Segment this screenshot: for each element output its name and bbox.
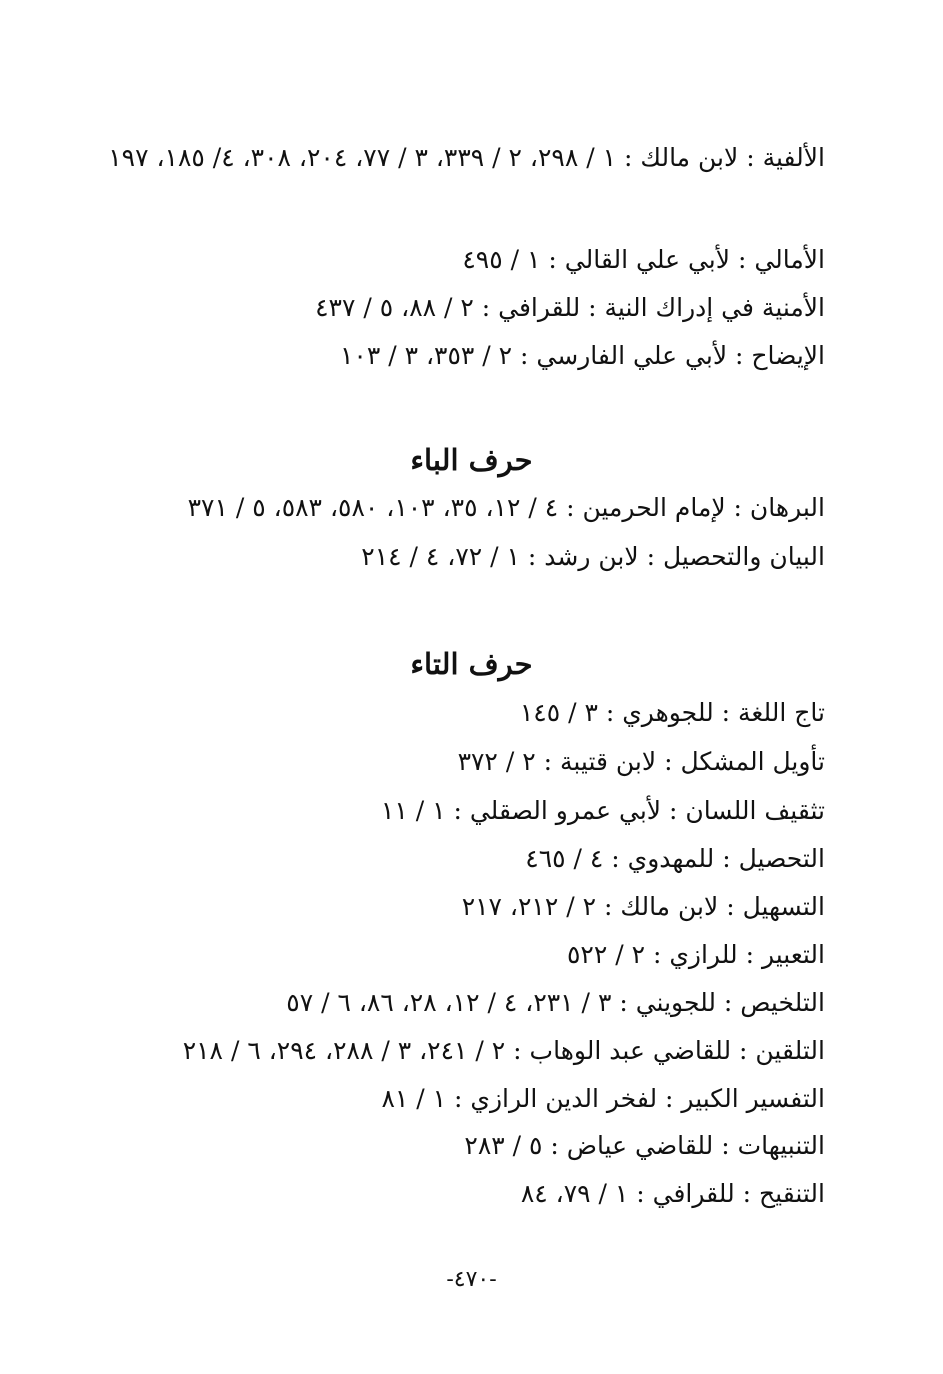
index-entry-tabir: التعبير : للرازي : ٢ / ٥٢٢ [566, 940, 825, 969]
section-heading-ta: حرف التاء [410, 647, 533, 681]
index-entry-tanbihat: التنبيهات : للقاضي عياض : ٥ / ٢٨٣ [464, 1131, 825, 1160]
index-entry-idah: الإيضاح : لأبي علي الفارسي : ٢ / ٣٥٣، ٣ / ١٠٣ [339, 341, 825, 370]
index-entry-umniyya: الأمنية في إدراك النية : للقرافي : ٢ / ٨٨، ٥ / ٤٣٧ [315, 293, 825, 322]
index-entry-taj-al-lugha: تاج اللغة : للجوهري : ٣ / ١٤٥ [519, 698, 825, 727]
index-entry-talqin: التلقين : للقاضي عبد الوهاب : ٢ / ٢٤١، ٣ / ٢٨٨، ٢٩٤، ٦ / ٢١٨ [182, 1036, 825, 1065]
page-number: -٤٧٠- [446, 1267, 497, 1292]
index-entry-tathqif-al-lisan: تثقيف اللسان : لأبي عمرو الصقلي : ١ / ١١ [380, 796, 825, 825]
index-entry-alfiyya: الألفية : لابن مالك : ١ / ٢٩٨، ٢ / ٣٣٩، ٣ / ٧٧، ٢٠٤، ٣٠٨، ٤/ ١٨٥، ١٩٧ [108, 143, 825, 172]
index-entry-burhan: البرهان : لإمام الحرمين : ٤ / ١٢، ٣٥، ١٠٣، ٥٨٠، ٥٨٣، ٥ / ٣٧١ [187, 493, 825, 522]
index-entry-tawil-al-mushkil: تأويل المشكل : لابن قتيبة : ٢ / ٣٧٢ [457, 747, 825, 776]
index-entry-bayan: البيان والتحصيل : لابن رشد : ١ / ٧٢، ٤ / ٢١٤ [361, 542, 825, 571]
index-entry-talkhis: التلخيص : للجويني : ٣ / ٢٣١، ٤ / ١٢، ٢٨، ٨٦، ٦ / ٥٧ [286, 988, 825, 1017]
index-entry-tahsil: التحصيل : للمهدوي : ٤ / ٤٦٥ [525, 844, 825, 873]
index-entry-tafsir-kabir: التفسير الكبير : لفخر الدين الرازي : ١ / ٨١ [381, 1084, 825, 1113]
index-entry-amali: الأمالي : لأبي علي القالي : ١ / ٤٩٥ [462, 245, 825, 274]
section-heading-ba: حرف الباء [410, 443, 533, 477]
index-entry-tashil: التسهيل : لابن مالك : ٢ / ٢١٢، ٢١٧ [461, 892, 825, 921]
index-entry-tanqih: التنقيح : للقرافي : ١ / ٧٩، ٨٤ [520, 1179, 825, 1208]
